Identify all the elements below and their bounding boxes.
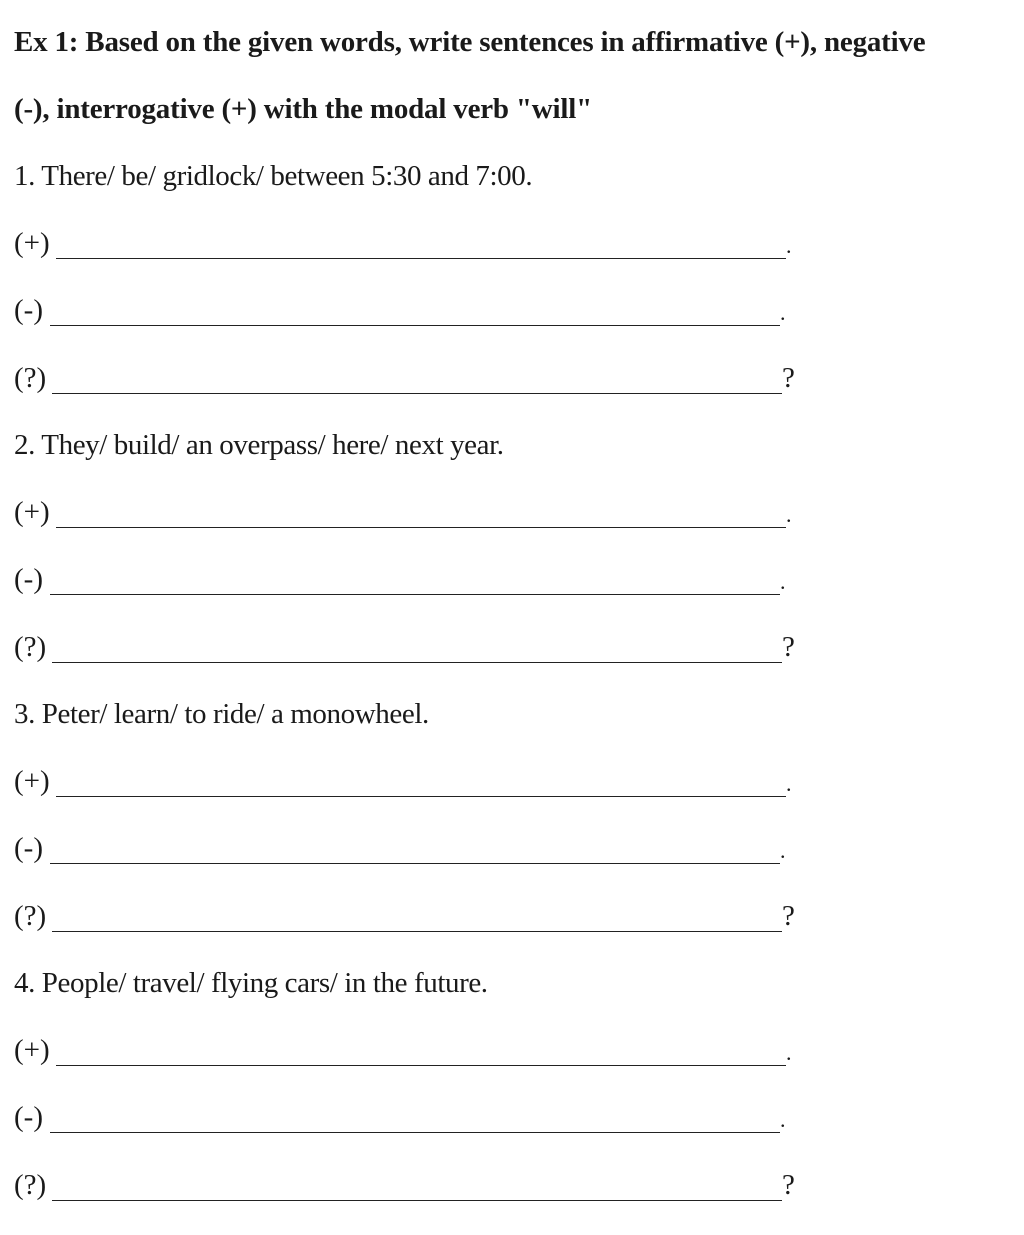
answer-end-mark: ? — [782, 631, 795, 663]
answer-label: (-) — [14, 1101, 43, 1133]
answer-blank-line[interactable] — [52, 931, 782, 932]
answer-label: (+) — [14, 765, 50, 797]
answer-row-negative[interactable] — [14, 296, 794, 330]
answer-end-mark: . — [786, 1040, 792, 1065]
answer-blank-line[interactable] — [52, 393, 782, 394]
answer-row-interrogative[interactable] — [14, 1171, 794, 1205]
answer-end-mark: . — [780, 569, 786, 594]
answer-row-affirmative[interactable] — [14, 1036, 794, 1070]
answer-end-mark: ? — [782, 362, 795, 394]
answer-label: (+) — [14, 1034, 50, 1066]
answer-row-affirmative[interactable] — [14, 767, 794, 801]
answer-label: (?) — [14, 631, 47, 663]
exercise-title-line-2: (-), interrogative (+) with the modal verb "will" — [14, 93, 593, 125]
answer-blank-line[interactable] — [50, 1132, 780, 1133]
answer-row-affirmative[interactable] — [14, 229, 794, 263]
question-prompt: 4. People/ travel/ flying cars/ in the future. — [14, 967, 488, 999]
answer-end-mark: . — [780, 1107, 786, 1132]
answer-blank-line[interactable] — [56, 796, 786, 797]
answer-label: (+) — [14, 227, 50, 259]
answer-row-negative[interactable] — [14, 565, 794, 599]
answer-end-mark: . — [786, 233, 792, 258]
answer-end-mark: . — [786, 502, 792, 527]
answer-label: (-) — [14, 563, 43, 595]
answer-blank-line[interactable] — [56, 258, 786, 259]
answer-row-negative[interactable] — [14, 1103, 794, 1137]
answer-row-interrogative[interactable] — [14, 633, 794, 667]
answer-row-negative[interactable] — [14, 834, 794, 868]
question-prompt: 3. Peter/ learn/ to ride/ a monowheel. — [14, 698, 429, 730]
answer-blank-line[interactable] — [52, 662, 782, 663]
answer-label: (?) — [14, 362, 47, 394]
answer-end-mark: . — [786, 771, 792, 796]
answer-row-interrogative[interactable] — [14, 364, 794, 398]
answer-end-mark: ? — [782, 900, 795, 932]
answer-label: (+) — [14, 496, 50, 528]
exercise-title-line-1: Ex 1: Based on the given words, write sentences in affirmative (+), negative — [14, 26, 926, 58]
answer-label: (?) — [14, 900, 47, 932]
answer-label: (-) — [14, 832, 43, 864]
answer-blank-line[interactable] — [50, 863, 780, 864]
question-prompt: 2. They/ build/ an overpass/ here/ next year. — [14, 429, 504, 461]
answer-blank-line[interactable] — [56, 527, 786, 528]
answer-row-interrogative[interactable] — [14, 902, 794, 936]
answer-label: (-) — [14, 294, 43, 326]
answer-end-mark: ? — [782, 1169, 795, 1201]
answer-row-affirmative[interactable] — [14, 498, 794, 532]
answer-end-mark: . — [780, 838, 786, 863]
answer-blank-line[interactable] — [50, 594, 780, 595]
answer-label: (?) — [14, 1169, 47, 1201]
answer-blank-line[interactable] — [56, 1065, 786, 1066]
answer-blank-line[interactable] — [50, 325, 780, 326]
answer-blank-line[interactable] — [52, 1200, 782, 1201]
question-prompt: 1. There/ be/ gridlock/ between 5:30 and 7:00. — [14, 160, 533, 192]
answer-end-mark: . — [780, 300, 786, 325]
